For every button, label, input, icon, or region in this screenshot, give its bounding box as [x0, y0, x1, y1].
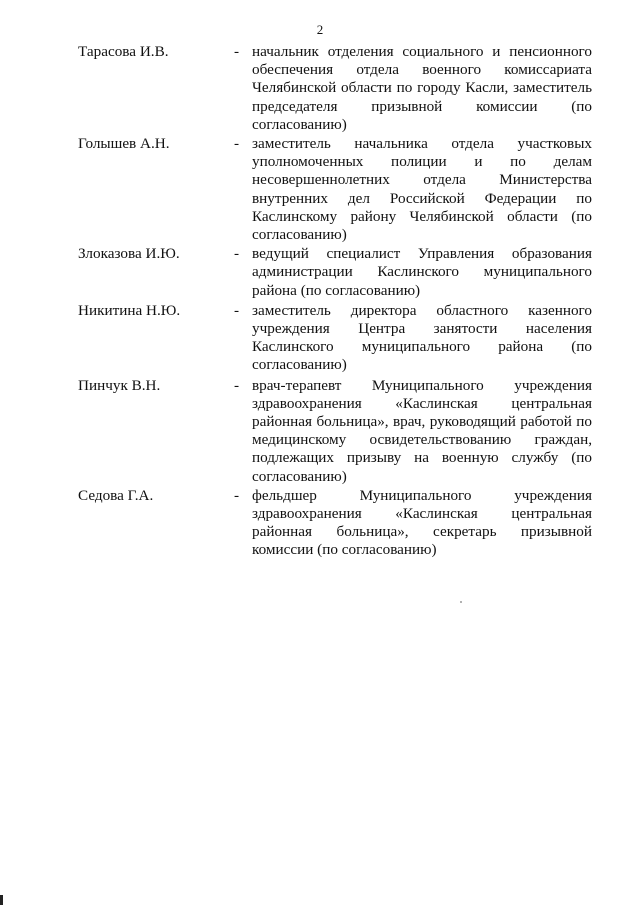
member-description: ведущий специалист Управления образования администрации Каслинского муниципального района (по согласованию) [252, 245, 592, 299]
member-entry-golyshev [78, 135, 592, 244]
member-dash: - [234, 301, 240, 319]
member-dash: - [234, 376, 240, 394]
member-entry-zlokazova [78, 245, 592, 300]
member-name: Пинчук В.Н. [78, 376, 161, 394]
scan-edge-mark [0, 895, 3, 905]
member-name: Седова Г.А. [78, 486, 154, 504]
member-name: Злоказова И.Ю. [78, 245, 180, 263]
page-number: 2 [316, 22, 324, 37]
member-name: Голышев А.Н. [78, 135, 170, 153]
member-entry-pinchuk [78, 377, 592, 486]
member-description: начальник отделения социального и пенсионного обеспечения отдела военного комиссариата Челябинской области по городу Касли, заместитель председателя призывной комиссии (по согласованию) [252, 43, 592, 133]
member-entry-nikitina [78, 302, 592, 375]
member-dash: - [234, 135, 240, 153]
member-dash: - [234, 245, 240, 263]
member-entry-sedova [78, 487, 592, 560]
member-description: врач-терапевт Муниципального учреждения здравоохранения «Каслинская центральная районная больница», врач, руководящий работой по медицинскому освидетельствованию граждан, подлежащих призыву на военную службу (по согласованию) [252, 376, 592, 485]
member-dash: - [234, 43, 240, 60]
member-description: заместитель начальника отдела участковых уполномоченных полиции и по делам несовершеннолетних отдела Министерства внутренних дел Российской Федерации по Каслинскому району Челябинской области (по согласованию) [252, 135, 592, 244]
scan-speck [460, 601, 462, 603]
commission-members-list [78, 43, 592, 560]
member-name: Тарасова И.В. [78, 43, 169, 60]
member-description: заместитель директора областного казенного учреждения Центра занятости населения Каслинского муниципального района (по согласованию) [252, 301, 592, 374]
member-entry-tarasova [78, 43, 592, 134]
member-name: Никитина Н.Ю. [78, 301, 181, 319]
member-description: фельдшер Муниципального учреждения здравоохранения «Каслинская центральная районная больница», секретарь призывной комиссии (по согласованию) [252, 486, 592, 559]
member-dash: - [234, 486, 240, 504]
